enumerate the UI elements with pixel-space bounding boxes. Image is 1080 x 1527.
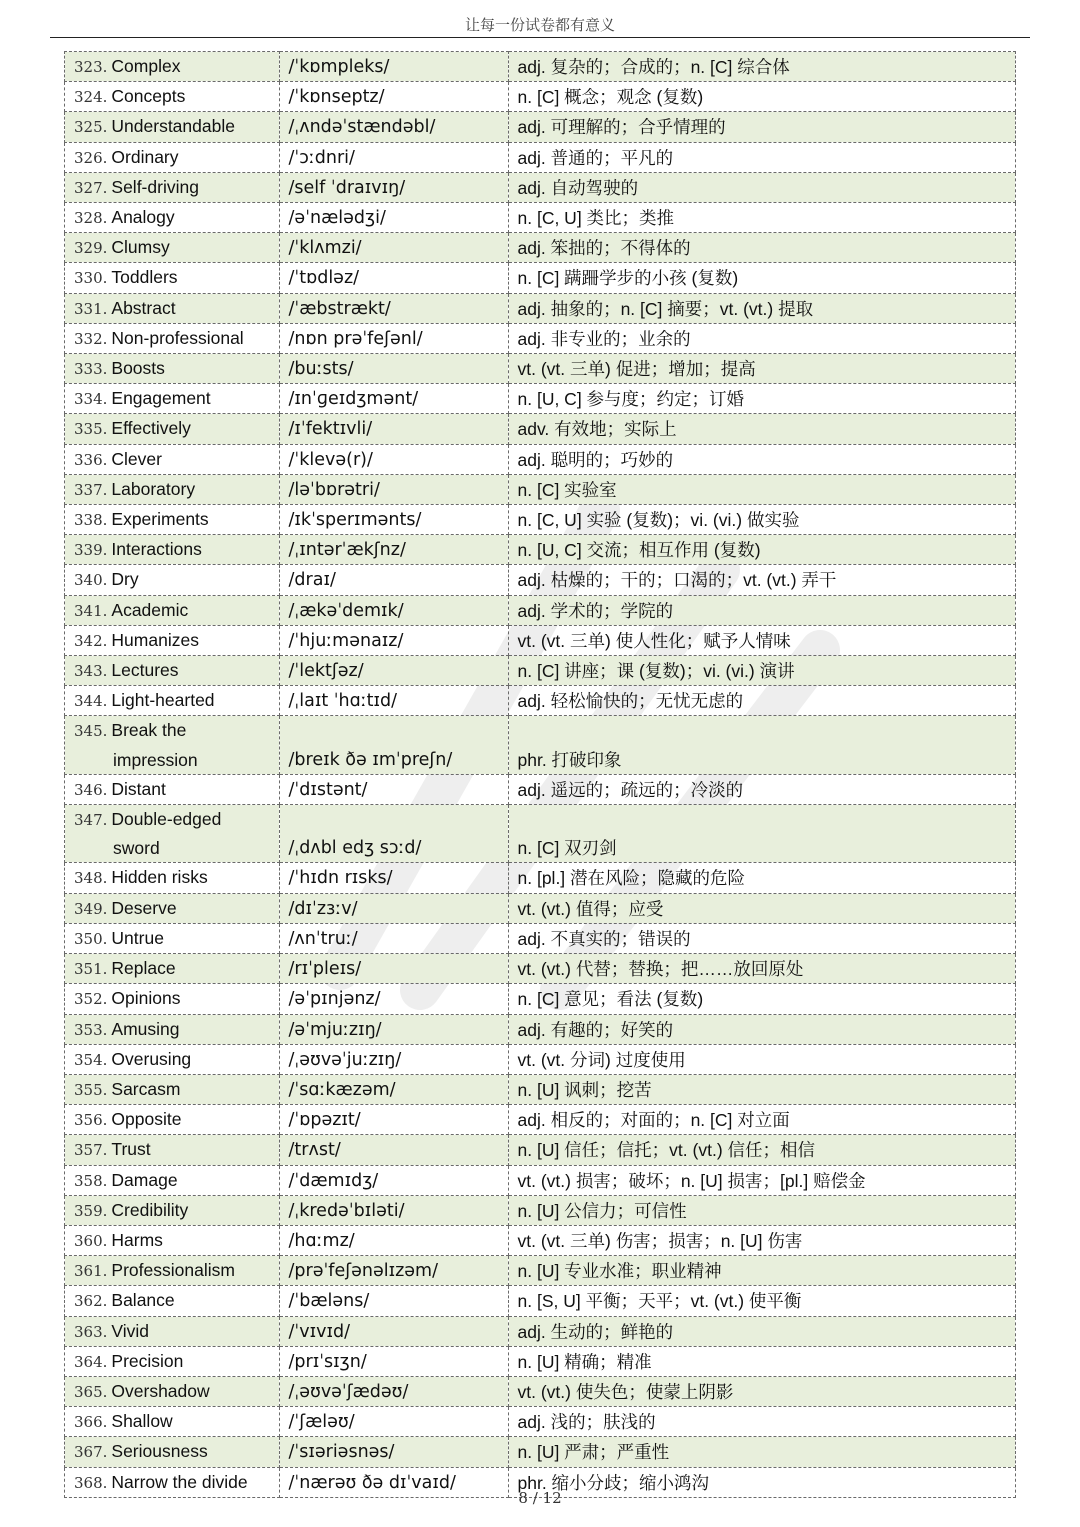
- vocabulary-table-body: [65, 52, 1016, 1498]
- phonetic-cell: /ˈæbstrækt/: [279, 293, 508, 323]
- definition-cell: vt. (vt. 三单) 伤害；损害；n. [U] 伤害: [508, 1225, 1016, 1255]
- word-cell: [65, 1376, 280, 1406]
- entry-number: 323.: [74, 58, 108, 76]
- phonetic-cell: /buːsts/: [279, 354, 508, 384]
- page-header: [0, 14, 1080, 35]
- word-cell: [65, 172, 280, 202]
- definition-cell: n. [C] 讲座；课 (复数)；vi. (vi.) 演讲: [508, 656, 1016, 686]
- entry-word: Understandable: [111, 116, 235, 137]
- definition-cell: adj. 普通的；平凡的: [508, 142, 1016, 172]
- phonetic-cell: /ˈvɪvɪd/: [279, 1316, 508, 1346]
- word-cell: [65, 716, 280, 774]
- definition-cell: vt. (vt. 三单) 使人性化；赋予人情味: [508, 625, 1016, 655]
- table-row: [65, 1346, 1016, 1376]
- table-row: [65, 716, 1016, 774]
- definition-cell: vt. (vt.) 损害；破坏；n. [U] 损害；[pl.] 赔偿金: [508, 1165, 1016, 1195]
- entry-word: Overshadow: [111, 1380, 210, 1401]
- entry-word: Amusing: [111, 1018, 180, 1039]
- definition-cell: n. [C] 双刃剑: [508, 805, 1016, 863]
- phonetic-cell: /ˈklʌmzi/: [279, 233, 508, 263]
- phonetic-cell: /ˈʃæləʊ/: [279, 1407, 508, 1437]
- table-row: [65, 354, 1016, 384]
- entry-word: Toddlers: [111, 267, 178, 288]
- entry-number: 357.: [74, 1141, 108, 1160]
- entry-number: 366.: [74, 1413, 108, 1432]
- entry-word: Shallow: [111, 1411, 173, 1432]
- word-cell: [65, 142, 280, 172]
- table-row: [65, 172, 1016, 202]
- definition-cell: n. [C, U] 实验 (复数)；vi. (vi.) 做实验: [508, 505, 1016, 535]
- phonetic-cell: /trʌst/: [279, 1135, 508, 1165]
- definition-cell: n. [U, C] 交流；相互作用 (复数): [508, 535, 1016, 565]
- entry-number: 359.: [74, 1201, 108, 1220]
- word-cell: [65, 893, 280, 923]
- entry-word: Double-edged: [111, 809, 222, 830]
- entry-word: Lectures: [111, 660, 179, 681]
- entry-number: 328.: [74, 209, 108, 228]
- table-row: [65, 444, 1016, 474]
- phonetic-cell: /əˈnælədʒi/: [279, 203, 508, 233]
- phonetic-cell: /ˈsɪəriəsnəs/: [279, 1437, 508, 1467]
- phonetic-cell: /ˌdʌbl edʒ sɔːd/: [279, 805, 508, 863]
- definition-cell: vt. (vt.) 值得；应受: [508, 893, 1016, 923]
- phonetic-cell: /ˈhɪdn rɪsks/: [279, 863, 508, 893]
- entry-number: 342.: [74, 631, 108, 650]
- definition-cell: adj. 枯燥的；干的；口渴的；vt. (vt.) 弄干: [508, 565, 1016, 595]
- table-row: [65, 686, 1016, 716]
- word-cell: [65, 954, 280, 984]
- entry-number: 356.: [74, 1111, 108, 1130]
- definition-cell: n. [U] 讽刺；挖苦: [508, 1074, 1016, 1104]
- table-row: [65, 414, 1016, 444]
- definition-cell: adj. 相反的；对面的；n. [C] 对立面: [508, 1105, 1016, 1135]
- definition-cell: adj. 遥远的；疏远的；冷淡的: [508, 774, 1016, 804]
- word-cell: [65, 656, 280, 686]
- entry-number: 332.: [74, 329, 108, 348]
- entry-number: 349.: [74, 899, 108, 918]
- entry-word: Overusing: [111, 1048, 192, 1069]
- entry-number: 367.: [74, 1443, 108, 1462]
- definition-cell: n. [U] 公信力；可信性: [508, 1195, 1016, 1225]
- word-cell: [65, 384, 280, 414]
- entry-number: 330.: [74, 269, 108, 288]
- phonetic-cell: /ˈdɪstənt/: [279, 774, 508, 804]
- entry-number: 364.: [74, 1352, 108, 1371]
- word-cell: [65, 414, 280, 444]
- entry-number: 355.: [74, 1080, 108, 1099]
- phonetic-cell: /prɪˈsɪʒn/: [279, 1346, 508, 1376]
- entry-number: 339.: [74, 541, 108, 560]
- table-row: [65, 1437, 1016, 1467]
- entry-word: Concepts: [111, 86, 186, 107]
- table-row: [65, 112, 1016, 142]
- phonetic-cell: /əˈpɪnjənz/: [279, 984, 508, 1014]
- entry-number: 324.: [74, 88, 108, 107]
- entry-number: 329.: [74, 239, 108, 258]
- table-row: [65, 1074, 1016, 1104]
- phonetic-cell: /əˈmjuːzɪŋ/: [279, 1014, 508, 1044]
- phonetic-cell: /breɪk ðə ɪmˈpreʃn/: [279, 716, 508, 774]
- entry-word: Break the: [111, 720, 187, 741]
- entry-number: 368.: [74, 1473, 108, 1492]
- entry-word: Professionalism: [111, 1260, 235, 1281]
- definition-cell: vt. (vt.) 使失色；使蒙上阴影: [508, 1376, 1016, 1406]
- word-cell: [65, 1256, 280, 1286]
- phonetic-cell: /ˈtɒdləz/: [279, 263, 508, 293]
- definition-cell: vt. (vt. 三单) 促进；增加；提高: [508, 354, 1016, 384]
- entry-word: Trust: [111, 1139, 151, 1160]
- entry-number: 363.: [74, 1322, 108, 1341]
- table-row: [65, 805, 1016, 863]
- definition-cell: adj. 抽象的；n. [C] 摘要；vt. (vt.) 提取: [508, 293, 1016, 323]
- phonetic-cell: /ləˈbɒrətri/: [279, 474, 508, 504]
- entry-word: Sarcasm: [111, 1078, 181, 1099]
- entry-word: Abstract: [111, 297, 176, 318]
- phonetic-cell: /ˈɔːdnri/: [279, 142, 508, 172]
- phonetic-cell: /ˈlektʃəz/: [279, 656, 508, 686]
- word-cell: [65, 1316, 280, 1346]
- entry-number: 341.: [74, 601, 108, 620]
- table-row: [65, 1407, 1016, 1437]
- entry-number: 351.: [74, 960, 108, 979]
- word-cell: [65, 263, 280, 293]
- word-cell: [65, 565, 280, 595]
- word-cell: [65, 1165, 280, 1195]
- entry-word: Non-professional: [111, 327, 244, 348]
- definition-cell: n. [U, C] 参与度；约定；订婚: [508, 384, 1016, 414]
- definition-cell: adj. 复杂的；合成的；n. [C] 综合体: [508, 52, 1016, 82]
- table-row: [65, 774, 1016, 804]
- word-cell: [65, 923, 280, 953]
- page-number-total: 12: [542, 1489, 562, 1507]
- definition-cell: n. [U] 严肃；严重性: [508, 1437, 1016, 1467]
- definition-cell: phr. 打破印象: [508, 716, 1016, 774]
- header-title: 让每一份试卷都有意义: [464, 16, 615, 34]
- entry-word: Complex: [111, 56, 181, 76]
- word-cell: [65, 863, 280, 893]
- entry-number: 350.: [74, 929, 108, 948]
- word-cell: [65, 805, 280, 863]
- word-cell: [65, 1346, 280, 1376]
- entry-word: Balance: [111, 1290, 175, 1311]
- definition-cell: n. [pl.] 潜在风险；隐藏的危险: [508, 863, 1016, 893]
- word-cell: [65, 1044, 280, 1074]
- word-cell: [65, 1437, 280, 1467]
- table-row: [65, 1195, 1016, 1225]
- definition-cell: n. [U] 精确；精准: [508, 1346, 1016, 1376]
- table-row: [65, 384, 1016, 414]
- phonetic-cell: /ˌkredəˈbɪləti/: [279, 1195, 508, 1225]
- table-row: [65, 323, 1016, 353]
- phonetic-cell: /ˈklevə(r)/: [279, 444, 508, 474]
- table-row: [65, 923, 1016, 953]
- word-cell: [65, 505, 280, 535]
- phonetic-cell: /ˈnærəʊ ðə dɪˈvaɪd/: [279, 1467, 508, 1497]
- phonetic-cell: /ˌækəˈdemɪk/: [279, 595, 508, 625]
- table-row: [65, 984, 1016, 1014]
- phonetic-cell: /ˈɒpəzɪt/: [279, 1105, 508, 1135]
- word-cell: [65, 984, 280, 1014]
- table-row: [65, 1135, 1016, 1165]
- entry-number: 334.: [74, 390, 108, 409]
- phonetic-cell: /ˌlaɪt ˈhɑːtɪd/: [279, 686, 508, 716]
- table-row: [65, 565, 1016, 595]
- definition-cell: n. [S, U] 平衡；天平；vt. (vt.) 使平衡: [508, 1286, 1016, 1316]
- entry-number: 335.: [74, 420, 108, 439]
- entry-number: 327.: [74, 178, 108, 197]
- phonetic-cell: /ʌnˈtruː/: [279, 923, 508, 953]
- entry-word: Self-driving: [111, 176, 199, 197]
- word-cell: [65, 1407, 280, 1437]
- entry-number: 326.: [74, 148, 108, 167]
- definition-cell: adj. 可理解的；合乎情理的: [508, 112, 1016, 142]
- definition-cell: adj. 浅的；肤浅的: [508, 1407, 1016, 1437]
- phonetic-cell: /dɪˈzɜːv/: [279, 893, 508, 923]
- entry-number: 337.: [74, 480, 108, 499]
- phonetic-cell: /hɑːmz/: [279, 1225, 508, 1255]
- entry-number: 345.: [74, 722, 108, 741]
- entry-word: Engagement: [111, 388, 211, 409]
- definition-cell: n. [C] 蹒跚学步的小孩 (复数): [508, 263, 1016, 293]
- phonetic-cell: /ˌʌndəˈstændəbl/: [279, 112, 508, 142]
- entry-word: Deserve: [111, 897, 177, 918]
- phonetic-cell: /ɪˈfektɪvli/: [279, 414, 508, 444]
- phonetic-cell: /ˈkɒnseptz/: [279, 82, 508, 112]
- phonetic-cell: /ɪkˈsperɪmənts/: [279, 505, 508, 535]
- definition-cell: adj. 非专业的；业余的: [508, 323, 1016, 353]
- word-cell: [65, 686, 280, 716]
- word-cell: [65, 1014, 280, 1044]
- entry-number: 338.: [74, 511, 108, 530]
- phonetic-cell: /rɪˈpleɪs/: [279, 954, 508, 984]
- page-footer: [0, 1489, 1080, 1507]
- word-cell: [65, 1105, 280, 1135]
- definition-cell: adj. 不真实的；错误的: [508, 923, 1016, 953]
- definition-cell: adj. 有趣的；好笑的: [508, 1014, 1016, 1044]
- table-row: [65, 535, 1016, 565]
- entry-word: Opinions: [111, 988, 181, 1009]
- entry-word: Academic: [111, 599, 189, 620]
- table-row: [65, 954, 1016, 984]
- entry-word: Boosts: [111, 358, 165, 379]
- definition-cell: n. [C, U] 类比；类推: [508, 203, 1016, 233]
- table-row: [65, 1014, 1016, 1044]
- table-row: [65, 863, 1016, 893]
- word-cell: [65, 444, 280, 474]
- definition-cell: adj. 轻松愉快的；无忧无虑的: [508, 686, 1016, 716]
- phonetic-cell: /self ˈdraɪvɪŋ/: [279, 172, 508, 202]
- entry-word: Clumsy: [111, 237, 170, 258]
- table-row: [65, 1376, 1016, 1406]
- entry-word: Credibility: [111, 1199, 189, 1220]
- word-cell: [65, 595, 280, 625]
- page-number-current: 8: [518, 1489, 528, 1507]
- entry-word: Analogy: [111, 207, 175, 228]
- phonetic-cell: /ˈdæmɪdʒ/: [279, 1165, 508, 1195]
- entry-number: 336.: [74, 450, 108, 469]
- entry-word: Vivid: [111, 1320, 150, 1341]
- definition-cell: phr. 缩小分歧；缩小鸿沟: [508, 1467, 1016, 1497]
- entry-word-continued: impression: [113, 749, 198, 770]
- table-row: [65, 1044, 1016, 1074]
- table-row: [65, 893, 1016, 923]
- definition-cell: adj. 生动的；鲜艳的: [508, 1316, 1016, 1346]
- entry-word: Harms: [111, 1229, 163, 1250]
- entry-number: 348.: [74, 869, 108, 888]
- entry-word: Damage: [111, 1169, 178, 1190]
- entry-word: Opposite: [111, 1109, 182, 1130]
- phonetic-cell: /nɒn prəˈfeʃənl/: [279, 323, 508, 353]
- phonetic-cell: /ˈsɑːkæzəm/: [279, 1074, 508, 1104]
- word-cell: [65, 1286, 280, 1316]
- word-cell: [65, 625, 280, 655]
- phonetic-cell: /ˌəʊvəˈjuːzɪŋ/: [279, 1044, 508, 1074]
- entry-word-continued: sword: [113, 838, 160, 859]
- entry-number: 325.: [74, 118, 108, 137]
- phonetic-cell: /prəˈfeʃənəlɪzəm/: [279, 1256, 508, 1286]
- table-row: [65, 1105, 1016, 1135]
- phonetic-cell: /ˈhjuːmənaɪz/: [279, 625, 508, 655]
- entry-word: Experiments: [111, 509, 209, 530]
- entry-number: 340.: [74, 571, 108, 590]
- phonetic-cell: /draɪ/: [279, 565, 508, 595]
- word-cell: [65, 293, 280, 323]
- definition-cell: n. [C] 概念；观念 (复数): [508, 82, 1016, 112]
- definition-cell: adj. 聪明的；巧妙的: [508, 444, 1016, 474]
- definition-cell: adj. 笨拙的；不得体的: [508, 233, 1016, 263]
- table-row: [65, 52, 1016, 82]
- definition-cell: n. [U] 信任；信托；vt. (vt.) 信任；相信: [508, 1135, 1016, 1165]
- definition-cell: adv. 有效地；实际上: [508, 414, 1016, 444]
- word-cell: [65, 474, 280, 504]
- word-cell: [65, 323, 280, 353]
- entry-word: Light-hearted: [111, 690, 215, 711]
- phonetic-cell: /ˌɪntərˈækʃnz/: [279, 535, 508, 565]
- word-cell: [65, 1074, 280, 1104]
- entry-number: 365.: [74, 1382, 108, 1401]
- definition-cell: n. [C] 实验室: [508, 474, 1016, 504]
- entry-number: 352.: [74, 990, 108, 1009]
- entry-number: 343.: [74, 662, 108, 681]
- definition-cell: n. [C] 意见；看法 (复数): [508, 984, 1016, 1014]
- entry-word: Hidden risks: [111, 867, 208, 888]
- word-cell: [65, 774, 280, 804]
- table-row: [65, 82, 1016, 112]
- definition-cell: adj. 自动驾驶的: [508, 172, 1016, 202]
- phonetic-cell: /ɪnˈɡeɪdʒmənt/: [279, 384, 508, 414]
- entry-word: Dry: [111, 569, 139, 590]
- header-divider: [50, 37, 1030, 38]
- table-row: [65, 595, 1016, 625]
- entry-word: Ordinary: [111, 146, 179, 167]
- definition-cell: adj. 学术的；学院的: [508, 595, 1016, 625]
- entry-word: Narrow the divide: [111, 1471, 248, 1492]
- word-cell: [65, 52, 280, 82]
- table-row: [65, 1165, 1016, 1195]
- entry-number: 354.: [74, 1050, 108, 1069]
- page-number-separator: /: [532, 1489, 538, 1507]
- table-row: [65, 1256, 1016, 1286]
- entry-word: Precision: [111, 1350, 184, 1371]
- table-row: [65, 263, 1016, 293]
- table-row: [65, 293, 1016, 323]
- entry-word: Replace: [111, 958, 176, 979]
- definition-cell: vt. (vt.) 代替；替换；把……放回原处: [508, 954, 1016, 984]
- word-cell: [65, 233, 280, 263]
- word-cell: [65, 203, 280, 233]
- entry-word: Humanizes: [111, 629, 199, 650]
- entry-word: Effectively: [111, 418, 191, 439]
- entry-word: Distant: [111, 778, 166, 799]
- entry-word: Untrue: [111, 927, 164, 948]
- table-row: [65, 505, 1016, 535]
- entry-number: 361.: [74, 1262, 108, 1281]
- table-row: [65, 1225, 1016, 1255]
- table-row: [65, 625, 1016, 655]
- entry-number: 333.: [74, 360, 108, 379]
- phonetic-cell: /ˈbæləns/: [279, 1286, 508, 1316]
- entry-word: Laboratory: [111, 478, 196, 499]
- table-row: [65, 656, 1016, 686]
- entry-number: 362.: [74, 1292, 108, 1311]
- entry-word: Interactions: [111, 539, 202, 560]
- word-cell: [65, 1225, 280, 1255]
- entry-number: 344.: [74, 692, 108, 711]
- entry-number: 331.: [74, 299, 108, 318]
- table-row: [65, 203, 1016, 233]
- entry-number: 346.: [74, 780, 108, 799]
- phonetic-cell: /ˌəʊvəˈʃædəʊ/: [279, 1376, 508, 1406]
- entry-number: 360.: [74, 1231, 108, 1250]
- word-cell: [65, 112, 280, 142]
- phonetic-cell: /ˈkɒmpleks/: [279, 52, 508, 82]
- entry-word: Clever: [111, 448, 162, 469]
- entry-number: 353.: [74, 1020, 108, 1039]
- vocabulary-table: [64, 51, 1016, 1498]
- entry-number: 347.: [74, 811, 108, 830]
- word-cell: [65, 1195, 280, 1225]
- table-row: [65, 474, 1016, 504]
- word-cell: [65, 354, 280, 384]
- table-row: [65, 142, 1016, 172]
- table-row: [65, 233, 1016, 263]
- table-row: [65, 1286, 1016, 1316]
- word-cell: [65, 82, 280, 112]
- entry-number: 358.: [74, 1171, 108, 1190]
- definition-cell: n. [U] 专业水准；职业精神: [508, 1256, 1016, 1286]
- table-row: [65, 1316, 1016, 1346]
- definition-cell: vt. (vt. 分词) 过度使用: [508, 1044, 1016, 1074]
- word-cell: [65, 535, 280, 565]
- entry-word: Seriousness: [111, 1441, 208, 1462]
- word-cell: [65, 1135, 280, 1165]
